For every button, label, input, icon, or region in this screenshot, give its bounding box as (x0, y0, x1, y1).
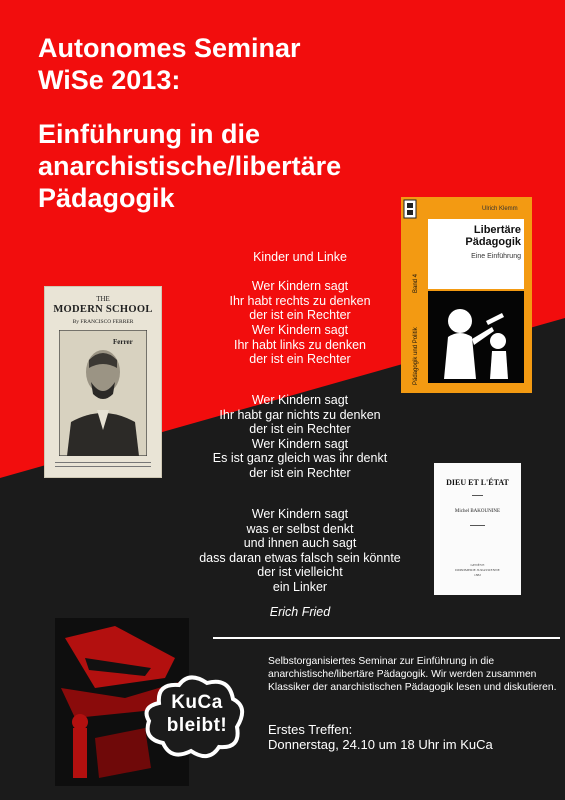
kuca-bleibt-text: KuCa bleibt! (166, 692, 228, 736)
meeting-time: Donnerstag, 24.10 um 18 Uhr im KuCa (268, 737, 493, 752)
book-cover-modern-school: THE MODERN SCHOOL By FRANCISCO FERRER Ferrer (44, 286, 162, 478)
poem-stanza-2: Wer Kindern sagt Ihr habt gar nichts zu denken der ist ein Rechter Wer Kindern sagt Es ist ganz gleich was ihr denkt der ist ein Rechter (212, 393, 388, 480)
ferrer-portrait (59, 330, 147, 456)
first-meeting (268, 722, 493, 752)
poem-stanza-1: Kinder und Linke Wer Kindern sagt Ihr habt rechts zu denken der ist ein Rechter Wer Kindern sagt Ihr habt links zu denken der ist ein Rechter (170, 250, 430, 367)
poem-author: Erich Fried (269, 605, 331, 619)
poem-title: Kinder und Linke (253, 250, 347, 264)
publisher-logo-icon (403, 199, 417, 219)
divider-line (213, 637, 560, 639)
seminar-subtitle: Einführung in die anarchistische/libertäre Pädagogik (38, 119, 342, 213)
svg-text:Ferrer: Ferrer (113, 338, 133, 346)
cartoon-illustration (428, 291, 524, 383)
meeting-label: Erstes Treffen: (268, 722, 353, 737)
seminar-description: Selbstorganisiertes Seminar zur Einführung in die anarchistische/libertäre Pädagogik. Wir werden zusammen Klassiker der anarchistischen Pädagogik lesen und diskutieren. (268, 656, 557, 693)
book-cover-libertaere-paedagogik: Ulrich Klemm Libertäre Pädagogik Eine Einführung Band 4 Pädagogik und Politik (401, 197, 532, 393)
poem-stanza-3: Wer Kindern sagt was er selbst denkt und ihnen auch sagt dass daran etwas falsch sein könnte der ist vielleicht ein Linker (199, 507, 401, 594)
book-cover-dieu-et-l-etat: DIEU ET L'ÉTAT Michel BAKOUNINE GENÈVE IMPRIMERIE JURASSIENNE 1882 (434, 463, 521, 595)
seminar-title: Autonomes Seminar WiSe 2013: (38, 33, 301, 95)
